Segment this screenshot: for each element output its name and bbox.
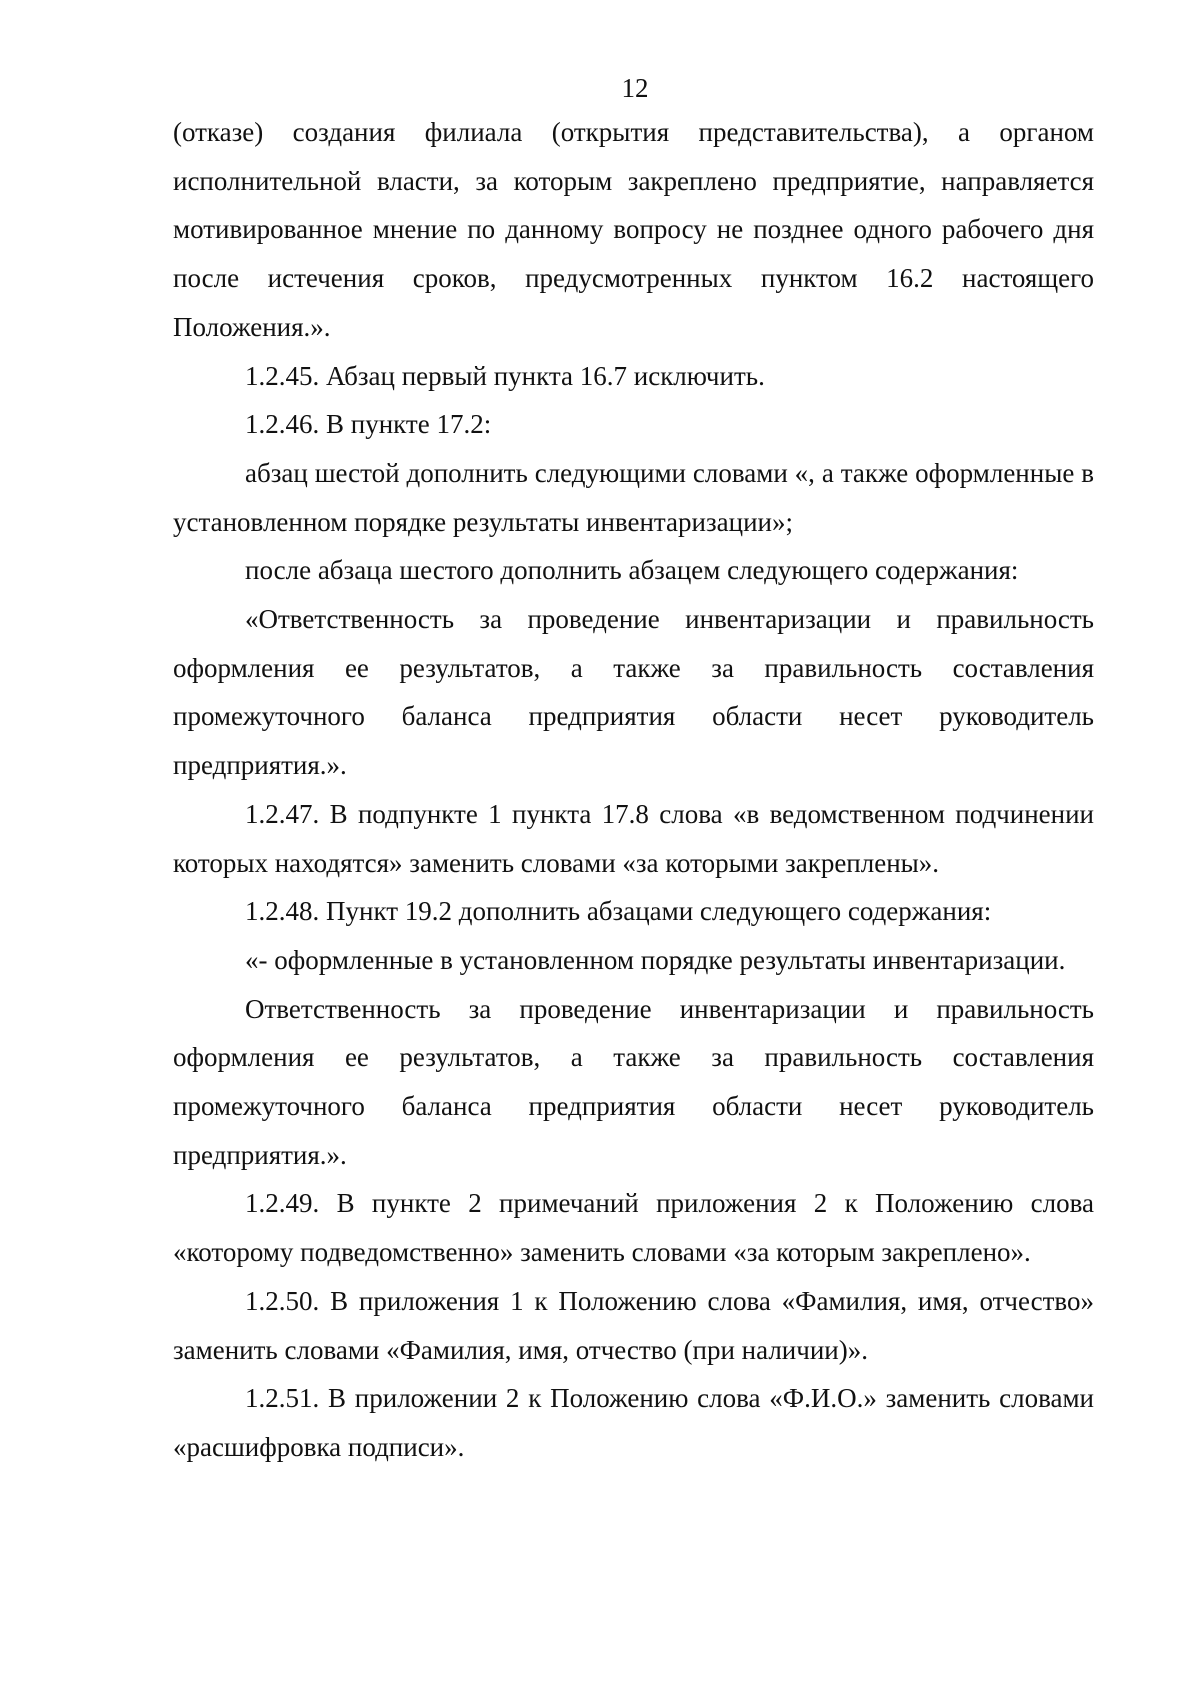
page-number: 12	[621, 73, 649, 103]
paragraph-1-2-50: 1.2.50. В приложения 1 к Положению слова «Фамилия, имя, отчество» заменить словами «Фамилия, имя, отчество (при наличии)».	[173, 1285, 1094, 1365]
paragraph-1-2-48: 1.2.48. Пункт 19.2 дополнить абзацами следующего содержания:	[245, 896, 992, 927]
paragraph-1-2-49: 1.2.49. В пункте 2 примечаний приложения 2 к Положению слова «которому подведомственно» заменить словами «за которым закреплено».	[173, 1188, 1094, 1268]
document-body	[173, 108, 1094, 1472]
paragraph-1-2-46-item-2: после абзаца шестого дополнить абзацем следующего содержания:	[245, 555, 1019, 586]
paragraph-1-2-46-quote: «Ответственность за проведение инвентаризации и правильность оформления ее результатов, а также за правильность составления промежуточного баланса предприятия области несет руководитель предприятия.».	[173, 604, 1094, 781]
paragraph-1-2-48-item: «- оформленные в установленном порядке результаты инвентаризации.	[245, 944, 1066, 975]
paragraph-1-2-46-item-1: абзац шестой дополнить следующими словами «, а также оформленные в установленном порядке результаты инвентаризации»;	[173, 457, 1094, 537]
paragraph-continuation: (отказе) создания филиала (открытия представительства), а органом исполнительной власти, за которым закреплено предприятие, направляется мотивированное мнение по данному вопросу не позднее одного рабочего дня после истечения сроков, предусмотренных пунктом 16.2 настоящего Положения.».	[173, 117, 1094, 342]
paragraph-1-2-48-quote: Ответственность за проведение инвентаризации и правильность оформления ее результатов, а также за правильность составления промежуточного баланса предприятия области несет руководитель предприятия.».	[173, 993, 1094, 1170]
paragraph-1-2-45: 1.2.45. Абзац первый пункта 16.7 исключить.	[245, 360, 765, 391]
paragraph-1-2-46: 1.2.46. В пункте 17.2:	[245, 409, 492, 440]
paragraph-1-2-47: 1.2.47. В подпункте 1 пункта 17.8 слова «в ведомственном подчинении которых находятся» заменить словами «за которыми закреплены».	[173, 798, 1094, 878]
paragraph-1-2-51: 1.2.51. В приложении 2 к Положению слова «Ф.И.О.» заменить словами «расшифровка подписи».	[173, 1383, 1094, 1462]
